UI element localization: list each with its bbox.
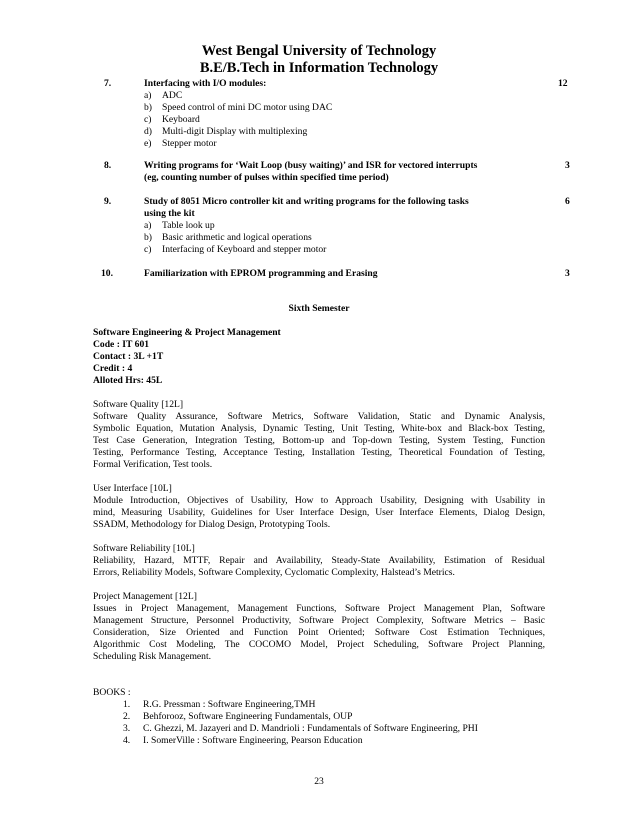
semester-heading: Sixth Semester bbox=[288, 303, 350, 314]
course-hours: Alloted Hrs: 45L bbox=[93, 375, 163, 386]
lab-item-title: Interfacing with I/O modules: bbox=[144, 78, 267, 89]
lab-item-title: (eg, counting number of pulses within specified time period) bbox=[144, 172, 389, 183]
book-entry: I. SomerVille : Software Engineering, Pearson Education bbox=[143, 735, 363, 746]
book-number: 3. bbox=[123, 723, 131, 734]
sub-item-label: b) bbox=[144, 102, 152, 113]
section-title: User Interface [10L] bbox=[93, 483, 172, 494]
book-number: 4. bbox=[123, 735, 131, 746]
sub-item-text: Basic arithmetic and logical operations bbox=[162, 232, 312, 243]
lab-item-number: 10. bbox=[101, 268, 113, 279]
section-line: Scheduling Risk Management. bbox=[93, 651, 212, 662]
section-line: Formal Verification, Test tools. bbox=[93, 459, 213, 470]
sub-item-label: e) bbox=[144, 138, 152, 149]
book-number: 1. bbox=[123, 699, 131, 710]
sub-item-text: Interfacing of Keyboard and stepper motor bbox=[162, 244, 327, 255]
section-title: Project Management [12L] bbox=[93, 591, 197, 602]
book-number: 2. bbox=[123, 711, 131, 722]
sub-item-text: Stepper motor bbox=[162, 138, 217, 149]
sub-item-text: ADC bbox=[162, 90, 183, 101]
sub-item-label: b) bbox=[144, 232, 152, 243]
section-line: SSADM, Methodology for Dialog Design, Prototyping Tools. bbox=[93, 519, 331, 530]
course-code: Code : IT 601 bbox=[93, 339, 150, 350]
sub-item-text: Keyboard bbox=[162, 114, 200, 125]
lab-item-hours: 3 bbox=[565, 160, 570, 171]
lab-item-title: Familiarization with EPROM programming and Erasing bbox=[144, 268, 378, 279]
section-title: Software Reliability [10L] bbox=[93, 543, 195, 554]
section-line: Symbolic Equation, Mutation Analysis, Dynamic Testing, Unit Testing, White-box and Black-box Testing, bbox=[93, 423, 545, 434]
book-entry: R.G. Pressman : Software Engineering,TMH bbox=[143, 699, 316, 710]
section-line: Consideration, Size Oriented and Function Point Oriented; Software Cost Estimation Techniques, bbox=[93, 627, 545, 638]
lab-item-hours: 12 bbox=[558, 78, 568, 89]
document-title: West Bengal University of Technology bbox=[201, 43, 437, 59]
section-line: Test Case Generation, Integration Testing, Bottom-up and Top-down Testing, System Testing, Function bbox=[93, 435, 545, 446]
sub-item-label: d) bbox=[144, 126, 152, 137]
lab-item-hours: 6 bbox=[565, 196, 570, 207]
lab-item-title: Writing programs for ‘Wait Loop (busy waiting)’ and ISR for vectored interrupts bbox=[144, 160, 478, 171]
books-heading: BOOKS : bbox=[93, 687, 131, 698]
sub-item-label: c) bbox=[144, 114, 152, 125]
section-line: Testing, Performance Testing, Acceptance Testing, Installation Testing, Theoretical Foundation of Testing, bbox=[93, 447, 545, 458]
section-line: Issues in Project Management, Management Functions, Software Project Management Plan, Software bbox=[93, 603, 545, 614]
course-contact: Contact : 3L +1T bbox=[93, 351, 164, 362]
lab-item-number: 8. bbox=[104, 160, 112, 171]
lab-item-number: 7. bbox=[104, 78, 112, 89]
book-entry: Behforooz, Software Engineering Fundamentals, OUP bbox=[143, 711, 353, 722]
sub-item-label: c) bbox=[144, 244, 152, 255]
section-line: mind, Measuring Usability, Guidelines for User Interface Design, User Interface Elements, Dialog Design, bbox=[93, 507, 545, 518]
section-line: Algorithmic Cost Modeling, The COCOMO Model, Project Scheduling, Software Project Planning, bbox=[93, 639, 545, 650]
section-line: Errors, Reliability Models, Software Complexity, Cyclomatic Complexity, Halstead’s Metrics. bbox=[93, 567, 455, 578]
course-name: Software Engineering & Project Management bbox=[93, 327, 281, 338]
section-title: Software Quality [12L] bbox=[93, 399, 184, 410]
section-line: Module Introduction, Objectives of Usability, How to Approach Usability, Designing with Usability in bbox=[93, 495, 545, 506]
book-entry: C. Ghezzi, M. Jazayeri and D. Mandrioli : Fundamentals of Software Engineering, PHI bbox=[143, 723, 478, 734]
sub-item-label: a) bbox=[144, 90, 152, 101]
section-line: Reliability, Hazard, MTTF, Repair and Availability, Steady-State Availability, Estimation of Residual bbox=[93, 555, 545, 566]
sub-item-text: Speed control of mini DC motor using DAC bbox=[162, 102, 333, 113]
course-credit: Credit : 4 bbox=[93, 363, 133, 374]
page-number: 23 bbox=[314, 776, 324, 787]
sub-item-label: a) bbox=[144, 220, 152, 231]
lab-item-hours: 3 bbox=[565, 268, 570, 279]
document-subtitle: B.E/B.Tech in Information Technology bbox=[199, 60, 439, 76]
sub-item-text: Multi-digit Display with multiplexing bbox=[162, 126, 308, 137]
lab-item-number: 9. bbox=[104, 196, 112, 207]
lab-item-title: Study of 8051 Micro controller kit and writing programs for the following tasks bbox=[144, 196, 469, 207]
sub-item-text: Table look up bbox=[162, 220, 215, 231]
lab-item-title: using the kit bbox=[144, 208, 195, 219]
section-line: Software Quality Assurance, Software Metrics, Software Validation, Static and Dynamic Analysis, bbox=[93, 411, 545, 422]
section-line: Management Structure, Personnel Productivity, Software Project Complexity, Software Metrics – Basic bbox=[93, 615, 545, 626]
